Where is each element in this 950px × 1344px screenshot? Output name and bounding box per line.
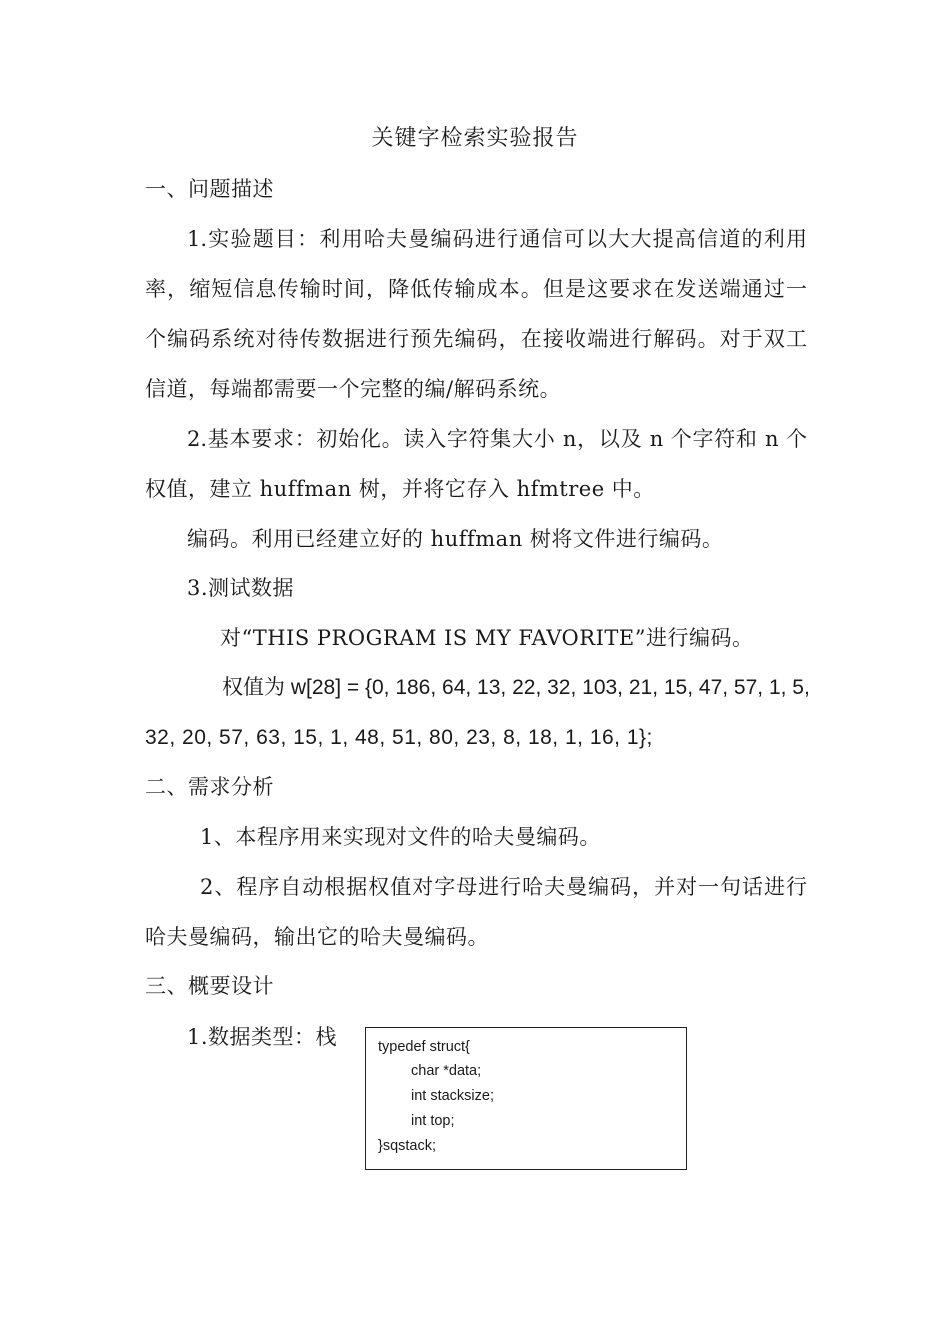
code-line: int top; [411, 1113, 455, 1129]
list-item: 1.数据类型：栈 [187, 1025, 338, 1049]
paragraph-line: 权值，建立 huffman 树，并将它存入 hfmtree 中。 [145, 477, 655, 501]
list-item: 2、程序自动根据权值对字母进行哈夫曼编码，并对一句话进行 [200, 875, 807, 899]
section-heading-requirements: 二、需求分析 [145, 775, 274, 799]
document-title: 关键字检索实验报告 [371, 126, 579, 151]
section-heading-design: 三、概要设计 [145, 974, 274, 998]
code-box [365, 1027, 687, 1170]
paragraph-line: 3.测试数据 [187, 576, 295, 600]
paragraph-line: 率，缩短信息传输时间，降低传输成本。但是这要求在发送端通过一 [145, 277, 807, 301]
code-line: typedef struct{ [378, 1039, 470, 1055]
paragraph-line: 对“THIS PROGRAM IS MY FAVORITE”进行编码。 [220, 626, 754, 650]
list-item: 1、本程序用来实现对文件的哈夫曼编码。 [200, 825, 601, 849]
paragraph-line: 个编码系统对待传数据进行预先编码，在接收端进行解码。对于双工 [145, 327, 807, 351]
paragraph-line: 32, 20, 57, 63, 15, 1, 48, 51, 80, 23, 8, 18, 1, 16, 1}; [145, 726, 653, 749]
code-line: int stacksize; [411, 1088, 494, 1104]
paragraph-line: 2.基本要求：初始化。读入字符集大小 n，以及 n 个字符和 n 个 [187, 427, 807, 451]
paragraph-line: 信道，每端都需要一个完整的编/解码系统。 [145, 377, 562, 401]
paragraph-line: 1.实验题目：利用哈夫曼编码进行通信可以大大提高信道的利用 [187, 227, 807, 251]
section-heading-problem: 一、问题描述 [145, 177, 274, 201]
list-item-continuation: 哈夫曼编码，输出它的哈夫曼编码。 [145, 925, 489, 949]
paragraph-line: 编码。利用已经建立好的 huffman 树将文件进行编码。 [187, 527, 724, 551]
code-line: char *data; [411, 1063, 482, 1079]
paragraph-line: 权值为 w[28] = {0, 186, 64, 13, 22, 32, 103, 21, 15, 47, 57, 1, 5, [222, 676, 810, 699]
code-line: }sqstack; [378, 1138, 437, 1154]
